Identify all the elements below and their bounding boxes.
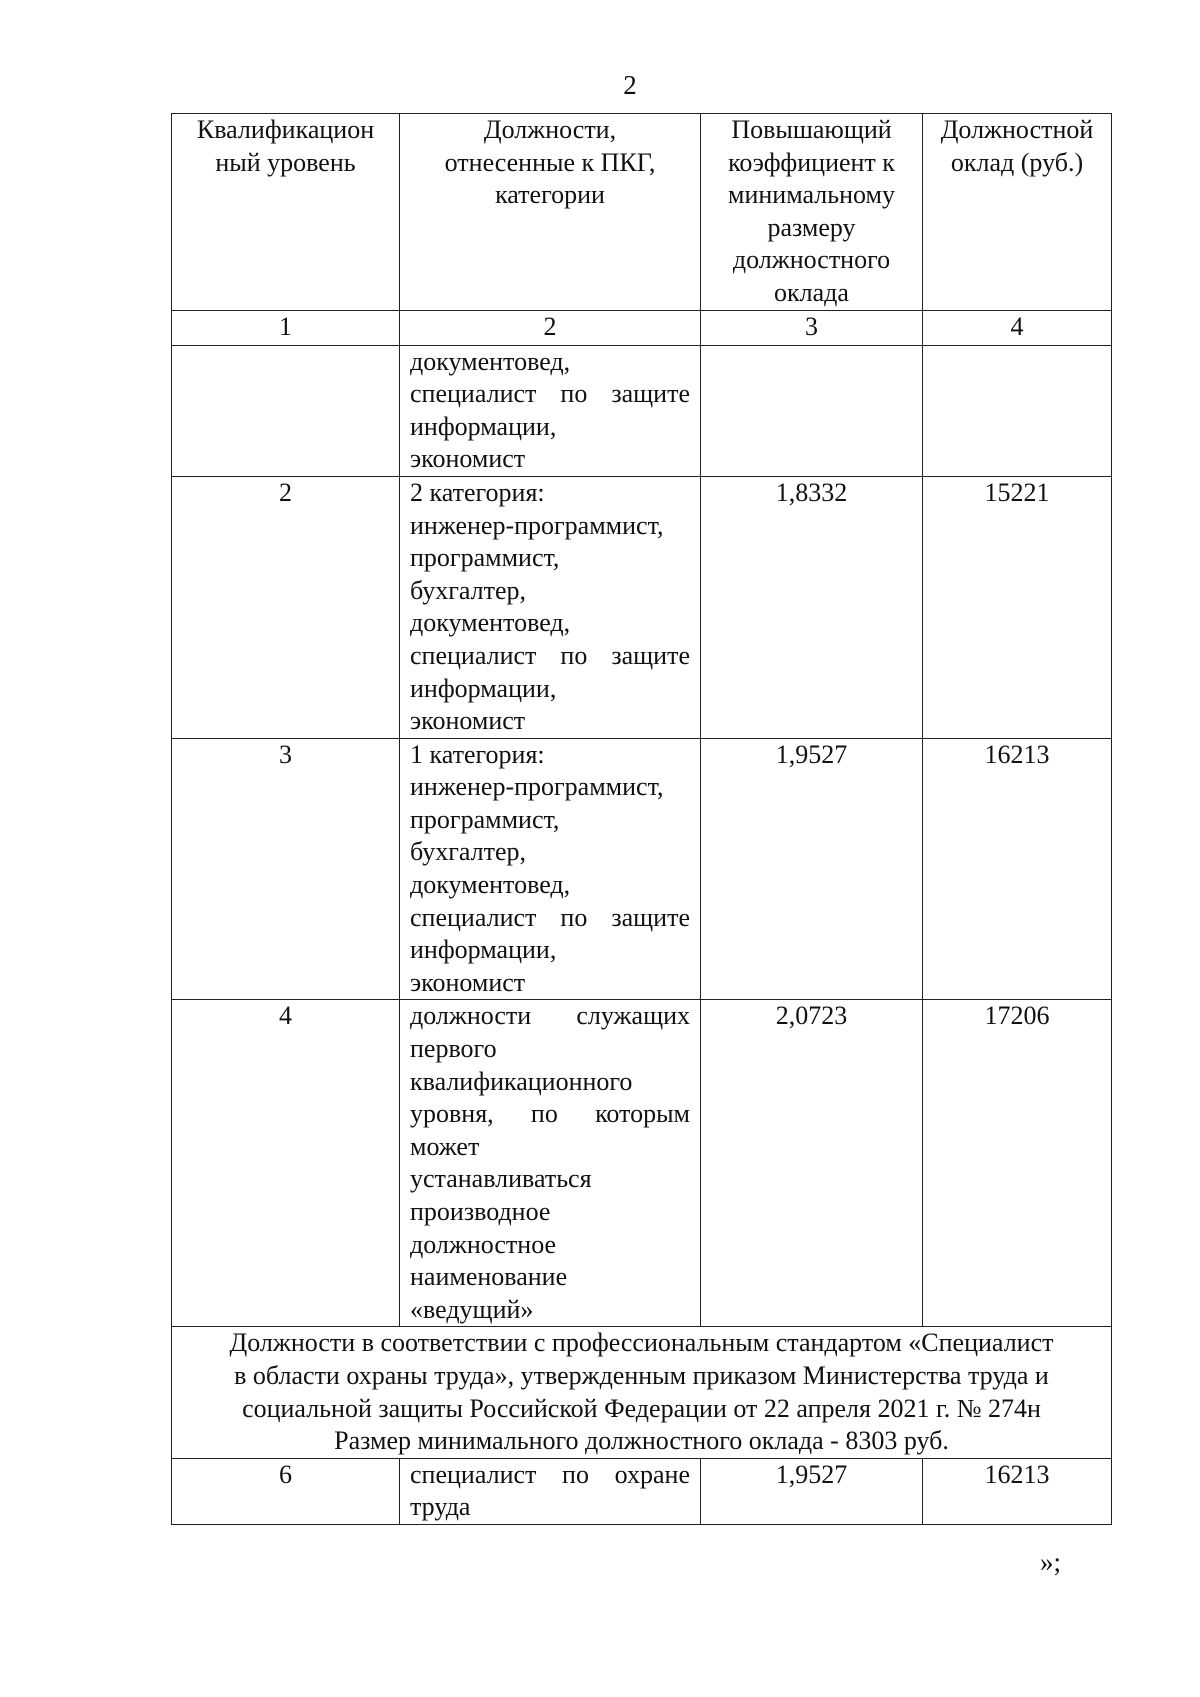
position-line: бухгалтер, xyxy=(410,837,527,867)
table-row xyxy=(172,476,1112,738)
table-row xyxy=(172,1000,1112,1327)
salary-cell: 17206 xyxy=(923,1000,1112,1327)
section-heading: Должности в соответствии с профессиональным стандартом «Специалист в области охраны труда», утвержденным приказом Министерства труда и социальной защиты Российской Федерации от 22 апреля 2021 г. № 274н Размер минимального должностного оклада - 8303 руб. xyxy=(172,1327,1112,1458)
position-line: должностное xyxy=(410,1229,557,1259)
position-line: труда xyxy=(410,1492,471,1522)
position-line: специалист по охране xyxy=(410,1459,690,1489)
position-line: специалист по защите xyxy=(410,379,690,409)
position-line: документовед, xyxy=(410,870,571,900)
position-line: экономист xyxy=(410,444,526,474)
position-line: специалист по защите xyxy=(410,902,690,932)
salary-cell: 16213 xyxy=(923,738,1112,1000)
position-line: уровня, по которым xyxy=(410,1099,690,1129)
position-line: информации, xyxy=(410,673,557,703)
positions-cell xyxy=(400,1458,701,1524)
position-line: 2 категория: xyxy=(410,477,545,507)
position-line: программист, xyxy=(410,804,560,834)
positions-cell xyxy=(400,738,701,1000)
position-line: квалификационного xyxy=(410,1066,633,1096)
salary-cell xyxy=(923,345,1112,476)
position-line: экономист xyxy=(410,706,526,736)
position-line: документовед, xyxy=(410,346,571,376)
column-number: 1 xyxy=(172,310,400,345)
position-line: информации, xyxy=(410,935,557,965)
table-row xyxy=(172,738,1112,1000)
position-line: инженер-программист, xyxy=(410,772,664,802)
position-line: информации, xyxy=(410,411,557,441)
position-line: наименование xyxy=(410,1262,568,1292)
level-cell: 4 xyxy=(172,1000,400,1327)
position-line: документовед, xyxy=(410,608,571,638)
position-line: экономист xyxy=(410,967,526,997)
salary-cell: 15221 xyxy=(923,476,1112,738)
position-line: производное xyxy=(410,1197,551,1226)
position-line: специалист по защите xyxy=(410,640,690,670)
position-line: бухгалтер, xyxy=(410,575,527,605)
section-heading-row xyxy=(172,1327,1112,1458)
position-line: «ведущий» xyxy=(410,1294,534,1324)
column-number: 4 xyxy=(923,310,1112,345)
table-header-row xyxy=(172,114,1112,311)
table-row xyxy=(172,1458,1112,1524)
level-cell: 3 xyxy=(172,738,400,1000)
header-salary: Должностной оклад (руб.) xyxy=(923,114,1112,311)
column-number: 2 xyxy=(400,310,701,345)
positions-cell xyxy=(400,345,701,476)
salary-cell: 16213 xyxy=(923,1458,1112,1524)
level-cell: 2 xyxy=(172,476,400,738)
page-number: 2 xyxy=(623,70,637,100)
coefficient-cell: 1,8332 xyxy=(701,476,923,738)
level-cell xyxy=(172,345,400,476)
level-cell: 6 xyxy=(172,1458,400,1524)
positions-cell xyxy=(400,476,701,738)
position-line: инженер-программист, xyxy=(410,510,664,540)
header-qualification-level: Квалификацион ный уровень xyxy=(172,114,400,311)
position-line: программист, xyxy=(410,543,560,573)
position-line: может xyxy=(410,1131,480,1161)
column-numbers-row xyxy=(172,310,1112,345)
header-positions: Должности, отнесенные к ПКГ, категории xyxy=(400,114,701,311)
coefficient-cell: 2,0723 xyxy=(701,1000,923,1327)
position-line: первого xyxy=(410,1034,497,1064)
salary-table xyxy=(171,113,1112,1525)
coefficient-cell: 1,9527 xyxy=(701,738,923,1000)
closing-quote: »; xyxy=(1040,1547,1062,1577)
table-row xyxy=(172,345,1112,476)
positions-cell xyxy=(400,1000,701,1327)
column-number: 3 xyxy=(701,310,923,345)
coefficient-cell: 1,9527 xyxy=(701,1458,923,1524)
position-line: должности служащих xyxy=(410,1001,690,1031)
header-coefficient: Повышающий коэффициент к минимальному размеру должностного оклада xyxy=(701,114,923,311)
position-line: устанавливаться xyxy=(410,1164,592,1194)
position-line: 1 категория: xyxy=(410,739,545,769)
coefficient-cell xyxy=(701,345,923,476)
